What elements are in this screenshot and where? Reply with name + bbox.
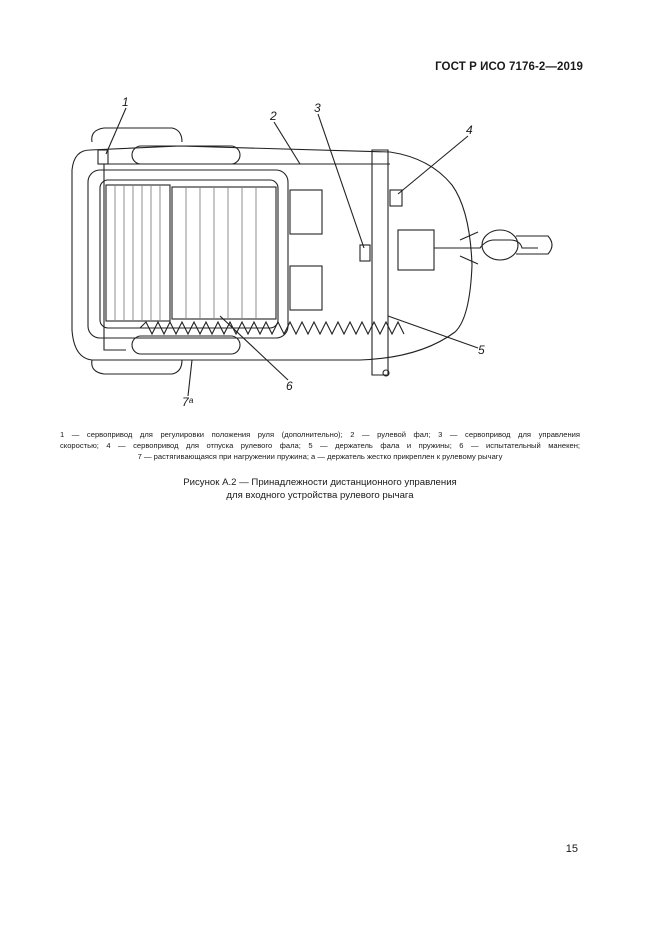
handle-knob	[482, 230, 518, 260]
standard-header: ГОСТ Р ИСО 7176-2—2019	[435, 61, 583, 73]
tiller-stem	[434, 240, 538, 248]
caption-line-1: Рисунок А.2 — Принадлежности дистанционного управления	[183, 477, 457, 488]
callout-4: 4	[466, 123, 473, 137]
leader-3	[318, 114, 364, 248]
rear-fender-bottom	[92, 360, 182, 374]
technical-figure	[60, 90, 580, 415]
armrest-bottom	[132, 336, 240, 354]
leader-5	[388, 316, 478, 348]
leader-2	[274, 122, 300, 164]
legend-line-1: 1 — сервопривод для регулировки положения руля (дополнительно); 2 — рулевой фал; 3 — сервопривод для управления	[60, 430, 580, 439]
armrest-top	[132, 146, 240, 164]
callout-5: 5	[478, 343, 485, 357]
leader-4	[398, 136, 468, 194]
caption-line-2: для входного устройства рулевого рычага	[226, 490, 414, 501]
figure-legend	[60, 429, 580, 462]
leader-6	[220, 316, 288, 380]
seat-cushion	[172, 187, 276, 319]
seat-inner	[100, 180, 278, 328]
leader-1	[106, 108, 126, 154]
callout-7: 7ᵃ	[182, 395, 193, 409]
rear-fender-top	[92, 128, 182, 142]
footrest-bottom	[290, 266, 322, 310]
backrest	[106, 185, 170, 321]
servo-3	[360, 245, 370, 261]
footrest-top	[290, 190, 322, 234]
callout-1: 1	[122, 95, 129, 109]
leader-7	[188, 360, 192, 396]
figure-caption	[60, 476, 580, 502]
callout-2: 2	[270, 109, 277, 123]
seat-frame	[88, 170, 288, 338]
legend-line-2: скоростью; 4 — сервопривод для отпуска рулевого фала; 5 — держатель фала и пружины; 6 — испытательный манекен;	[60, 441, 580, 450]
callout-3: 3	[314, 101, 321, 115]
page-number: 15	[565, 843, 578, 855]
tiller-head	[398, 230, 434, 270]
tiller-bar	[372, 150, 388, 375]
callout-6: 6	[286, 379, 293, 393]
legend-line-3: 7 — растягивающаяся при нагружении пружина; а — держатель жестко прикреплен к рулевому рычагу	[137, 452, 503, 461]
